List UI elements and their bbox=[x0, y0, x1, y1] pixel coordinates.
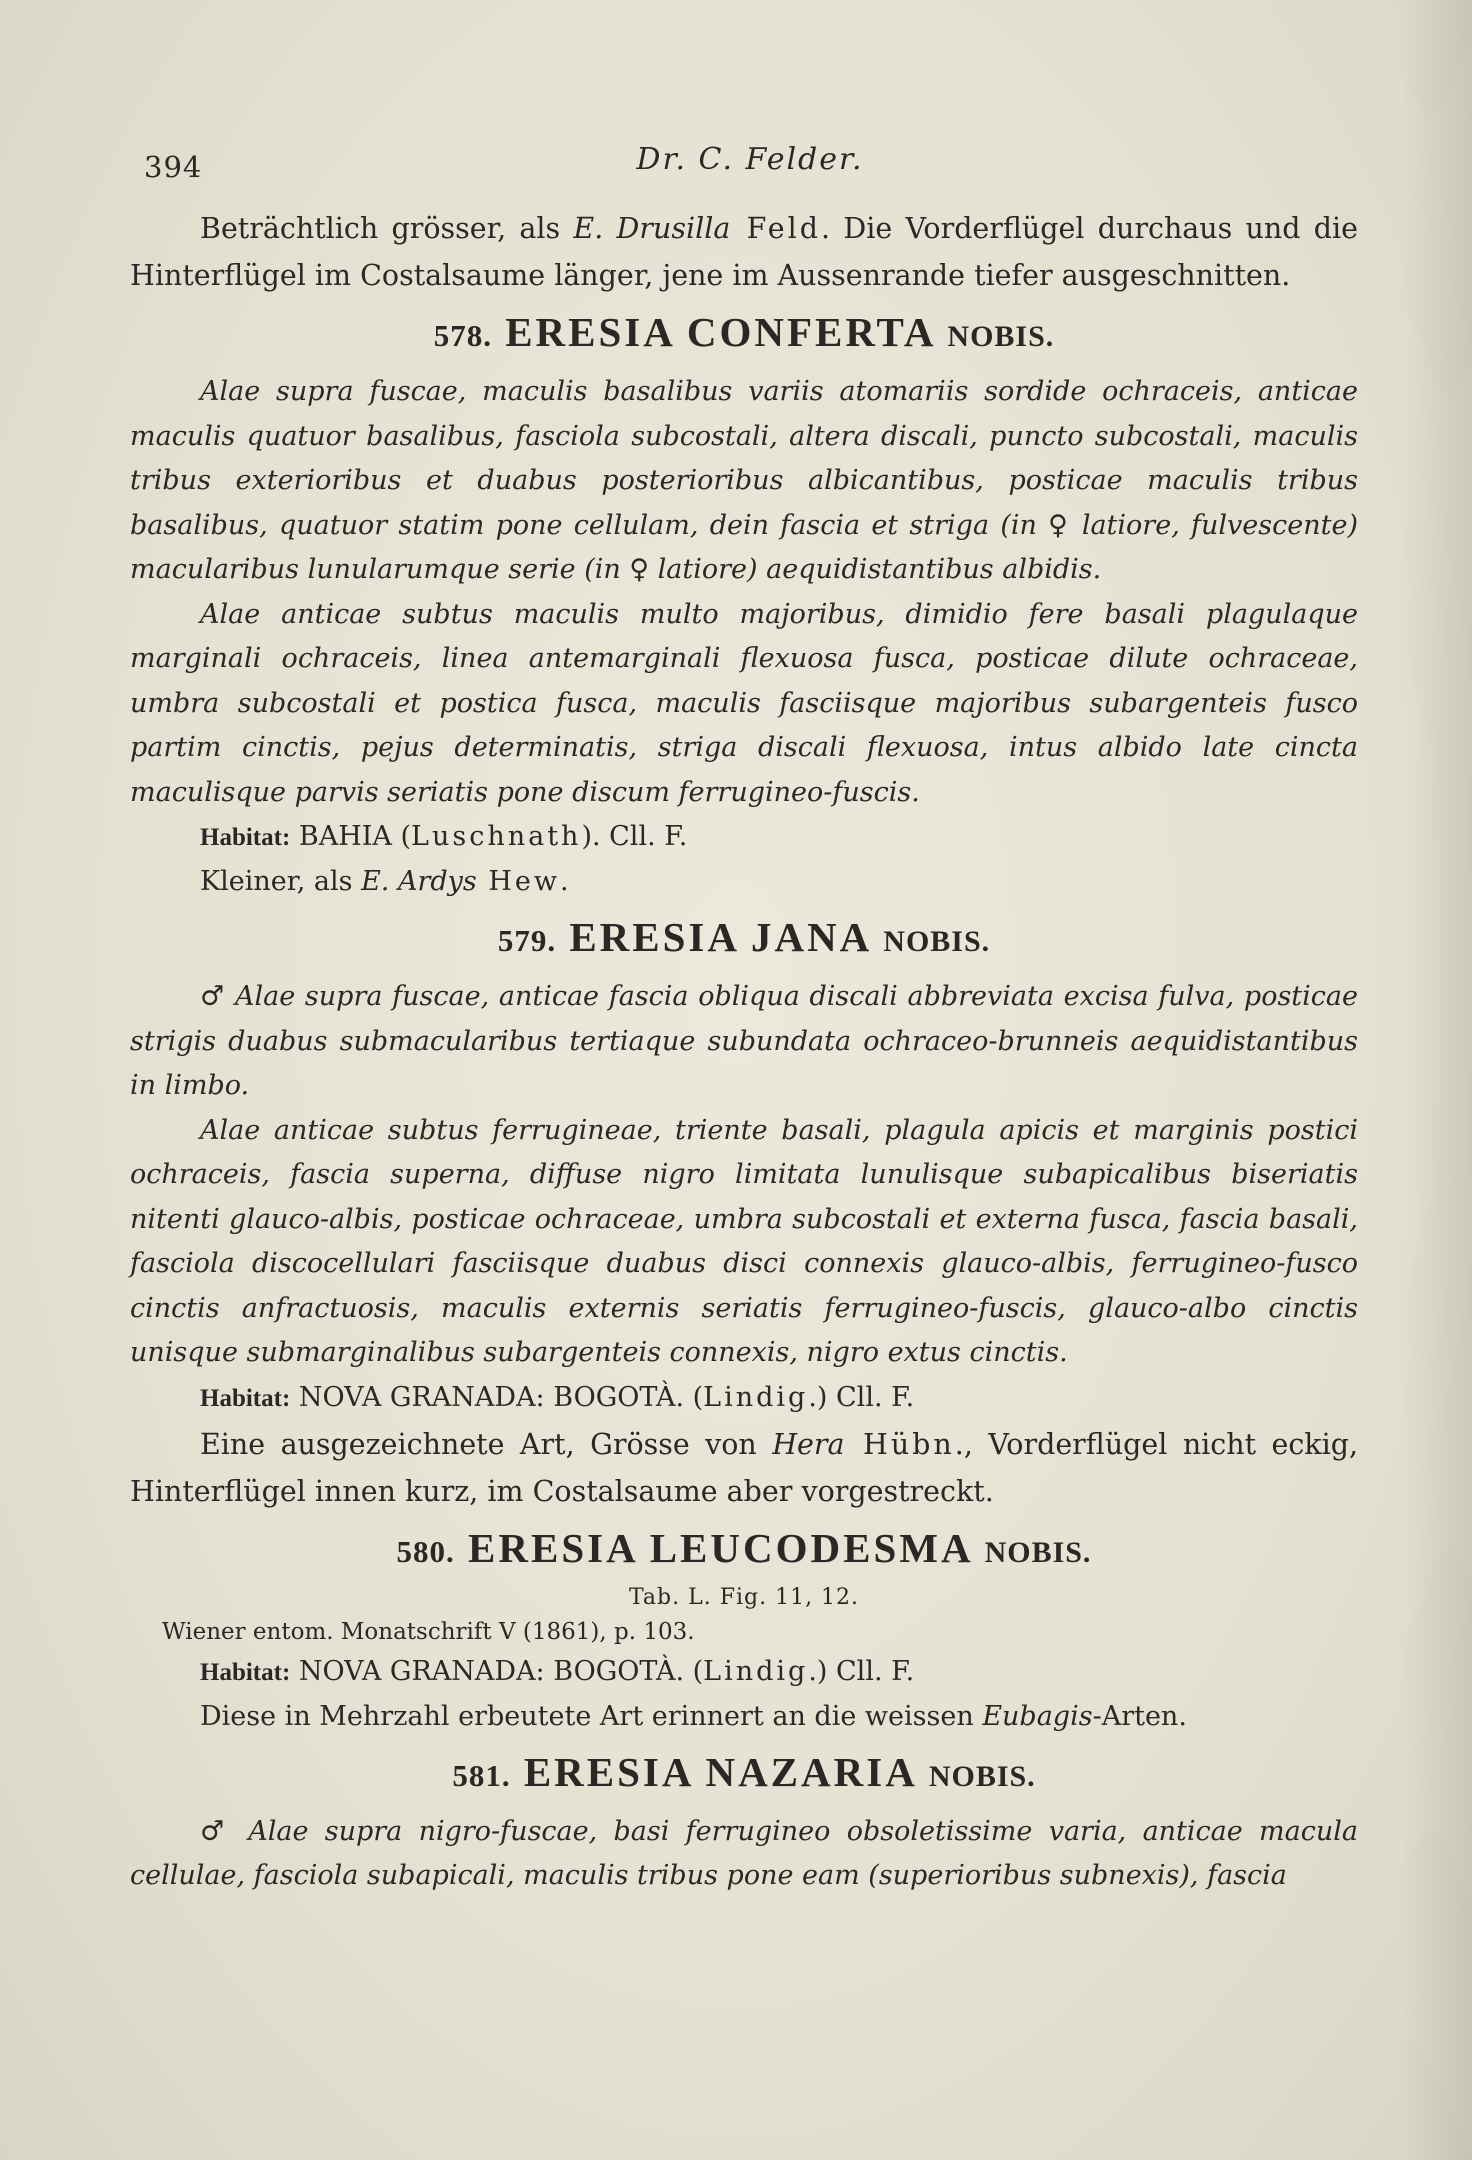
remark-paragraph bbox=[130, 1421, 1358, 1515]
literature-citation: Wiener entom. Monatschrift V (1861), p. 103. bbox=[162, 1618, 695, 1645]
habitat-text: .) Cll. F. bbox=[808, 1655, 915, 1687]
habitat-label: Habitat: bbox=[200, 1384, 291, 1412]
description-underside: Alae anticae subtus maculis multo majoribus, dimidio fere basali plagulaque marginali ochraceis, linea antemarginali flexuosa fusca, posticae dilute ochraceae, umbra subcostali et postica fusca, maculis fasciisque majoribus subargenteis fusco partim cinctis, pejus determinatis, striga discali flexuosa, intus albido late cincta maculisque parvis seriatis pone discum ferrugineo-fuscis. bbox=[130, 598, 1358, 808]
species-heading-580 bbox=[130, 1523, 1358, 1578]
collector-name: Lindig bbox=[703, 1381, 809, 1413]
species-ref: Eubagis bbox=[982, 1700, 1093, 1732]
description-upperside: Alae supra fuscae, maculis basalibus variis atomariis sordide ochraceis, anticae maculis quatuor basalibus, fasciola subcostali, altera discali, puncto subcostali, maculis tribus exterioribus et duabus posterioribus albicantibus, posticae maculis tribus basalibus, quatuor statim pone cellulam, dein fascia et striga (in ♀ latiore, fulvescente) macularibus lunularumque serie (in ♀ latiore) aequidistantibus albidis. bbox=[130, 376, 1358, 585]
habitat-text: NOVA GRANADA: BOGOTÀ. ( bbox=[290, 1655, 704, 1687]
habitat-text: BAHIA ( bbox=[290, 821, 412, 852]
species-number: 578. bbox=[433, 318, 492, 353]
habitat-label: Habitat: bbox=[200, 1658, 291, 1686]
remark-line bbox=[130, 860, 1358, 904]
species-heading-578 bbox=[130, 307, 1358, 362]
species-name: ERESIA NAZARIA bbox=[523, 1748, 916, 1795]
remark-text: -Arten. bbox=[1092, 1700, 1187, 1732]
species-heading-581 bbox=[130, 1747, 1358, 1802]
species-heading-579 bbox=[130, 912, 1358, 967]
remark-text: . bbox=[559, 866, 569, 897]
species-authority: NOBIS. bbox=[883, 925, 991, 958]
habitat-text: .) Cll. F. bbox=[808, 1381, 915, 1413]
intro-text: Beträchtlich grösser, als bbox=[200, 212, 574, 245]
description-underside: Alae anticae subtus ferrugineae, triente basali, plagula apicis et marginis postici ochraceis, fascia superna, diffuse nigro limitata lunulisque subapicalibus biseriatis nitenti glauco-albis, posticae ochraceae, umbra subcostali et externa fusca, fascia basali, fasciola discocellulari fasciisque duabus disci connexis glauco-albis, ferrugineo-fusco cinctis anfractuosis, maculis externis seriatis ferrugineo-fuscis, glauco-albo cinctis unisque submarginalibus subargenteis connexis, nigro extus cinctis. bbox=[130, 1114, 1358, 1368]
species-authority: NOBIS. bbox=[984, 1535, 1092, 1569]
habitat-text: NOVA GRANADA: BOGOTÀ. ( bbox=[290, 1381, 704, 1413]
collector-name: Lindig bbox=[703, 1655, 809, 1687]
remark-text: Eine ausgezeichnete Art, Grösse von bbox=[200, 1427, 773, 1461]
description-upperside: ♂ Alae supra nigro-fuscae, basi ferrugineo obsoletissime varia, anticae macula cellulae, fasciola subapicali, maculis tribus pone eam (superioribus subnexis), fascia bbox=[130, 1815, 1358, 1891]
remark-text: Diese in Mehrzahl erbeutete Art erinnert an die weissen bbox=[200, 1700, 983, 1732]
intro-text: . Die Vorderflügel durchaus und die Hinterflügel im Costalsaume länger, jene im Aussenrande tiefer ausgeschnitten. bbox=[130, 212, 1358, 292]
page-number: 394 bbox=[144, 150, 203, 184]
page-header bbox=[140, 142, 1360, 192]
habitat-line bbox=[130, 1376, 1358, 1421]
species-name: ERESIA JANA bbox=[569, 914, 871, 960]
species-ref: E. Drusilla bbox=[573, 212, 731, 245]
habitat-text: ). Cll. F. bbox=[581, 821, 688, 852]
remark-text: Kleiner, als bbox=[200, 866, 362, 897]
remark-line bbox=[130, 1695, 1358, 1739]
species-number: 579. bbox=[497, 923, 557, 958]
species-ref: Hera bbox=[772, 1427, 845, 1461]
collector-name: Luschnath bbox=[411, 821, 582, 852]
description-upperside: ♂ Alae supra fuscae, anticae fascia obliqua discali abbreviata excisa fulva, posticae strigis duabus submacularibus tertiaque subundata ochraceo-brunneis aequidistantibus in limbo. bbox=[130, 981, 1358, 1101]
species-name: ERESIA LEUCODESMA bbox=[468, 1524, 972, 1571]
plate-reference: Tab. L. Fig. 11, 12. bbox=[628, 1584, 860, 1610]
running-title: Dr. C. Felder. bbox=[636, 142, 864, 177]
author-name: Hübn bbox=[844, 1427, 955, 1461]
habitat-line bbox=[130, 815, 1358, 860]
author-name: Feld bbox=[730, 212, 822, 245]
species-ref: E. Ardys bbox=[361, 866, 477, 897]
species-number: 581. bbox=[452, 1757, 511, 1793]
page-body bbox=[130, 205, 1358, 1899]
remark-text: ., Vorderflügel nicht eckig, Hinterflügel innen kurz, im Costalsaume aber vorgestreckt. bbox=[130, 1427, 1358, 1508]
species-authority: NOBIS. bbox=[928, 1759, 1036, 1793]
species-name: ERESIA CONFERTA bbox=[505, 309, 935, 355]
species-authority: NOBIS. bbox=[947, 320, 1055, 353]
author-name: Hew bbox=[476, 866, 560, 897]
intro-paragraph bbox=[130, 205, 1358, 299]
habitat-label: Habitat: bbox=[200, 824, 291, 851]
species-number: 580. bbox=[396, 1533, 455, 1569]
habitat-line bbox=[130, 1650, 1358, 1695]
